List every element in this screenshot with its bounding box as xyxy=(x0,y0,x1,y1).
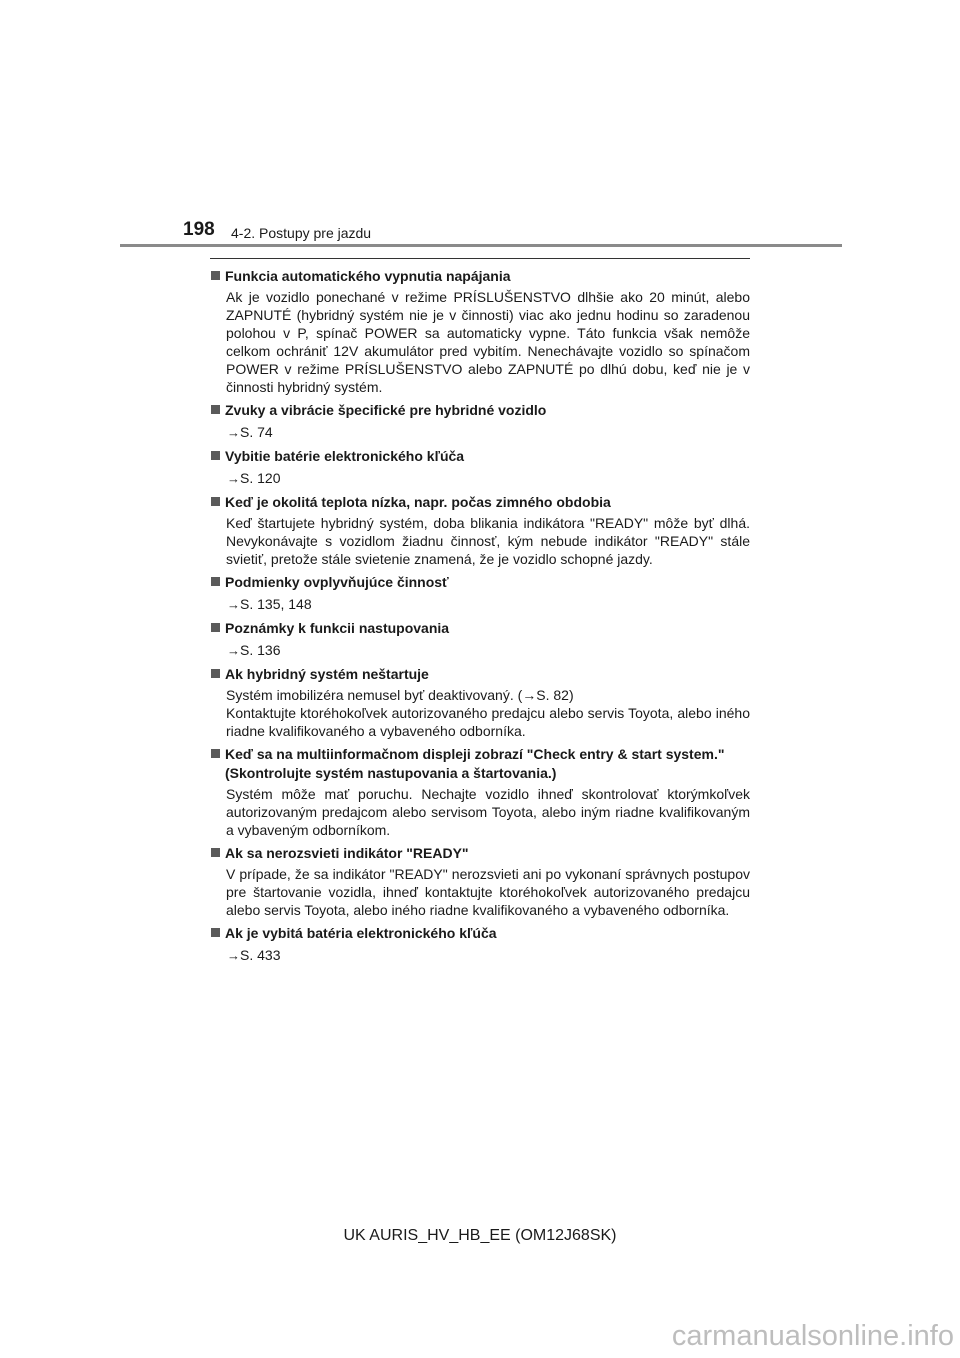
arrow-right-icon: → xyxy=(227,643,240,658)
page-reference-text: S. 136 xyxy=(240,642,281,658)
note-title-text: Vybitie batérie elektronického kľúča xyxy=(225,448,465,464)
square-bullet-icon xyxy=(211,848,220,857)
note-paragraph: V prípade, že sa indikátor "READY" nerozsvieti ani po vykonaní správnych postupov pre štartovanie vozidla, ihneď kontaktujte ktoréhokoľvek autorizovaného predajcu alebo servis Toyota, alebo iného riadne kvalifikovaného a vybaveného odborníka. xyxy=(226,866,750,918)
page-number: 198 xyxy=(183,219,215,240)
note-title xyxy=(210,665,750,684)
note-title-text: Ak sa nerozsvieti indikátor "READY" xyxy=(225,845,469,861)
note-title xyxy=(210,493,750,512)
note-title xyxy=(210,267,750,286)
square-bullet-icon xyxy=(211,669,220,678)
page-reference-text: S. 74 xyxy=(240,424,273,440)
note-paragraph: Systém môže mať poruchu. Nechajte vozidlo ihneď skontrolovať ktorýmkoľvek autorizovaným predajcom alebo servisom Toyota, alebo iným riadne kvalifikovaným a vybaveným odborníkom. xyxy=(226,786,750,838)
page-reference-text: S. 135, 148 xyxy=(240,596,312,612)
arrow-right-icon: → xyxy=(227,948,240,963)
square-bullet-icon xyxy=(211,623,220,632)
note-item xyxy=(210,665,750,740)
note-title-text: Zvuky a vibrácie špecifické pre hybridné vozidlo xyxy=(225,402,547,418)
note-title xyxy=(210,401,750,420)
page-reference xyxy=(210,592,750,614)
page-header xyxy=(0,0,960,250)
note-paragraph: Systém imobilizéra nemusel byť deaktivovaný. (→S. 82) xyxy=(226,687,574,703)
note-title-text: Ak hybridný systém neštartuje xyxy=(225,666,429,682)
note-title xyxy=(210,924,750,943)
document-id: UK AURIS_HV_HB_EE (OM12J68SK) xyxy=(343,1227,617,1244)
page-reference xyxy=(210,466,750,488)
page-reference xyxy=(210,943,750,965)
page-reference xyxy=(210,638,750,660)
square-bullet-icon xyxy=(211,497,220,506)
note-title-text: Poznámky k funkcii nastupovania xyxy=(225,620,450,636)
note-item xyxy=(210,745,750,839)
note-title xyxy=(210,619,750,638)
page-reference-text: S. 120 xyxy=(240,470,281,486)
note-title-text: Podmienky ovplyvňujúce činnosť xyxy=(225,574,449,590)
note-title xyxy=(210,844,750,863)
square-bullet-icon xyxy=(211,749,220,758)
note-body xyxy=(210,512,750,568)
arrow-right-icon: → xyxy=(227,597,240,612)
arrow-right-icon: → xyxy=(227,471,240,486)
note-body xyxy=(210,684,750,740)
note-item xyxy=(210,619,750,660)
note-title xyxy=(210,573,750,592)
note-title xyxy=(210,745,750,783)
note-paragraph: Kontaktujte ktoréhokoľvek autorizovaného predajcu alebo servis Toyota, alebo iného riadne kvalifikovaného a vybaveného odborníka. xyxy=(226,705,750,739)
square-bullet-icon xyxy=(211,928,220,937)
note-body xyxy=(210,863,750,919)
note-body xyxy=(210,783,750,839)
note-body xyxy=(210,286,750,396)
note-item xyxy=(210,447,750,488)
note-title-text: Funkcia automatického vypnutia napájania xyxy=(225,268,511,284)
note-item xyxy=(210,401,750,442)
watermark: carmanualsonline.info xyxy=(671,1320,954,1352)
note-title-text: Keď je okolitá teplota nízka, napr. počas zimného obdobia xyxy=(225,494,611,510)
note-item xyxy=(210,267,750,396)
square-bullet-icon xyxy=(211,405,220,414)
note-title-text: Ak je vybitá batéria elektronického kľúča xyxy=(225,925,497,941)
page-reference xyxy=(210,420,750,442)
note-item xyxy=(210,493,750,568)
note-item xyxy=(210,844,750,919)
note-title-text: Keď sa na multiinformačnom displeji zobrazí "Check entry & start system." (Skontrolujte systém nastupovania a štartovania.) xyxy=(225,746,725,781)
note-paragraph: Ak je vozidlo ponechané v režime PRÍSLUŠENSTVO dlhšie ako 20 minút, alebo ZAPNUTÉ (hybridný systém nie je v činnosti) viac ako jednu hodinu so zaradenou polohou v P, spínač POWER sa automaticky vypne. Táto funkcia však nemôže celkom ochrániť 12V akumulátor pred vybitím. Nenechávajte vozidlo so spínačom POWER v režime PRÍSLUŠENSTVO alebo ZAPNUTÉ po dlhú dobu, keď nie je v činnosti hybridný systém. xyxy=(226,289,750,395)
square-bullet-icon xyxy=(211,451,220,460)
content-column xyxy=(210,258,750,970)
note-item xyxy=(210,924,750,965)
square-bullet-icon xyxy=(211,271,220,280)
arrow-right-icon: → xyxy=(227,425,240,440)
note-item xyxy=(210,573,750,614)
square-bullet-icon xyxy=(211,577,220,586)
note-paragraph: Keď štartujete hybridný systém, doba blikania indikátora "READY" môže byť dlhá. Nevykonávajte s vozidlom žiadnu činnosť, kým nebude indikátor "READY" stále svietiť, pretože stále svietenie znamená, že je vozidlo schopné jazdy. xyxy=(226,515,750,567)
page-reference-text: S. 433 xyxy=(240,947,281,963)
note-title xyxy=(210,447,750,466)
section-title: 4-2. Postupy pre jazdu xyxy=(231,225,372,241)
header-rule xyxy=(120,244,842,247)
